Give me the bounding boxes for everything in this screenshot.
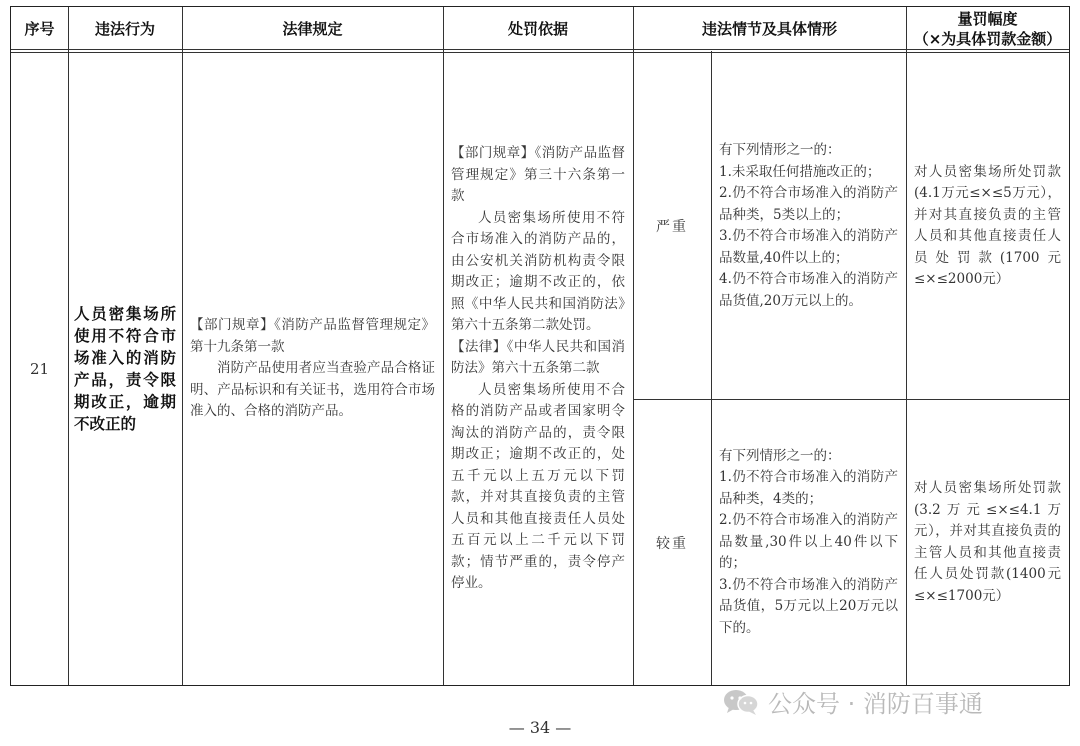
circumstances-relatively-serious — [711, 400, 906, 685]
circumstance-line: 有下列情形之一的： — [719, 142, 841, 158]
law-provision-cell — [182, 53, 443, 685]
watermark — [722, 684, 983, 719]
amount-serious: 对人员密集场所处罚款(4.1万元≤×≤5万元），并对其直接负责的主管人员和其他直接责任人员处罚款(1700元≤×≤2000元） — [914, 163, 1061, 287]
basis-p2-text: 人员密集场所使用不合格的消防产品或者国家明令淘汰的消防产品的，责令限期改正；逾期不改正的，处五千元以上五万元以下罚款，并对其直接负责的主管人员和其他直接责任人员处五百元以上二千元以下罚款；情节严重的，责令停产停业。 — [451, 381, 625, 592]
circumstance-line: 3.仍不符合市场准入的消防产品货值，5万元以上20万元以下的。 — [719, 576, 898, 636]
circumstance-line: 1.仍不符合市场准入的消防产品种类，4类的； — [719, 469, 898, 507]
header-amount-line1: 量罚幅度 — [957, 9, 1018, 28]
page-number: — 34 — — [508, 718, 572, 737]
watermark-text: 公众号 · 消防百事通 — [768, 690, 983, 718]
circumstance-line: 4.仍不符合市场准入的消防产品货值,20万元以上的。 — [719, 271, 898, 309]
circumstance-line: 有下列情形之一的： — [719, 447, 841, 464]
header-amount-line2: （×为具体罚款金额） — [913, 29, 1062, 48]
law-heading: 【部门规章】《消防产品监督管理规定》第十九条第一款 — [190, 317, 435, 355]
header-basis: 处罚依据 — [507, 19, 568, 38]
severity-serious: 严重 — [656, 219, 688, 235]
violation-act-cell — [68, 53, 182, 685]
violation-act: 人员密集场所使用不符合市场准入的消防产品，责令限期改正，逾期不改正的 — [74, 305, 176, 433]
basis-p2-heading: 【法律】《中华人民共和国消防法》第六十五条第二款 — [451, 338, 625, 377]
header-law: 法律规定 — [282, 19, 343, 38]
circumstance-line: 3.仍不符合市场准入的消防产品数量,40件以上的； — [719, 228, 898, 266]
severity-relatively-serious: 较重 — [656, 535, 688, 552]
header-amount — [906, 7, 1069, 50]
basis-p1-heading: 【部门规章】《消防产品监督管理规定》第三十六条第一款 — [451, 145, 625, 205]
circumstance-line: 2.仍不符合市场准入的消防产品种类，5类以上的； — [719, 185, 898, 223]
basis-p1-text: 人员密集场所使用不符合市场准入的消防产品的，由公安机关消防机构责令限期改正；逾期不改正的，依照《中华人民共和国消防法》第六十五条第二款处罚。 — [451, 209, 625, 334]
penalty-basis-cell — [443, 53, 633, 685]
circumstances-serious — [711, 53, 906, 399]
wechat-icon — [722, 688, 760, 716]
row-number: 21 — [29, 360, 50, 378]
amount-relatively-serious-cell — [906, 400, 1069, 685]
header-no: 序号 — [24, 19, 55, 38]
circumstance-line: 2.仍不符合市场准入的消防产品数量,30件以上40件以下的； — [719, 512, 898, 572]
header-circumstances: 违法情节及具体情形 — [701, 19, 837, 38]
header-act: 违法行为 — [94, 19, 155, 38]
penalty-table — [10, 6, 1070, 686]
amount-relatively-serious: 对人员密集场所处罚款(3.2万元≤×≤4.1万元），并对其直接负责的主管人员和其他直接责任人员处罚款(1400元≤×≤1700元） — [914, 480, 1061, 604]
amount-serious-cell — [906, 53, 1069, 399]
law-text: 消防产品使用者应当查验产品合格证明、产品标识和有关证书，选用符合市场准入的、合格的消防产品。 — [190, 360, 435, 420]
circumstance-line: 1.未采取任何措施改正的； — [719, 163, 881, 180]
